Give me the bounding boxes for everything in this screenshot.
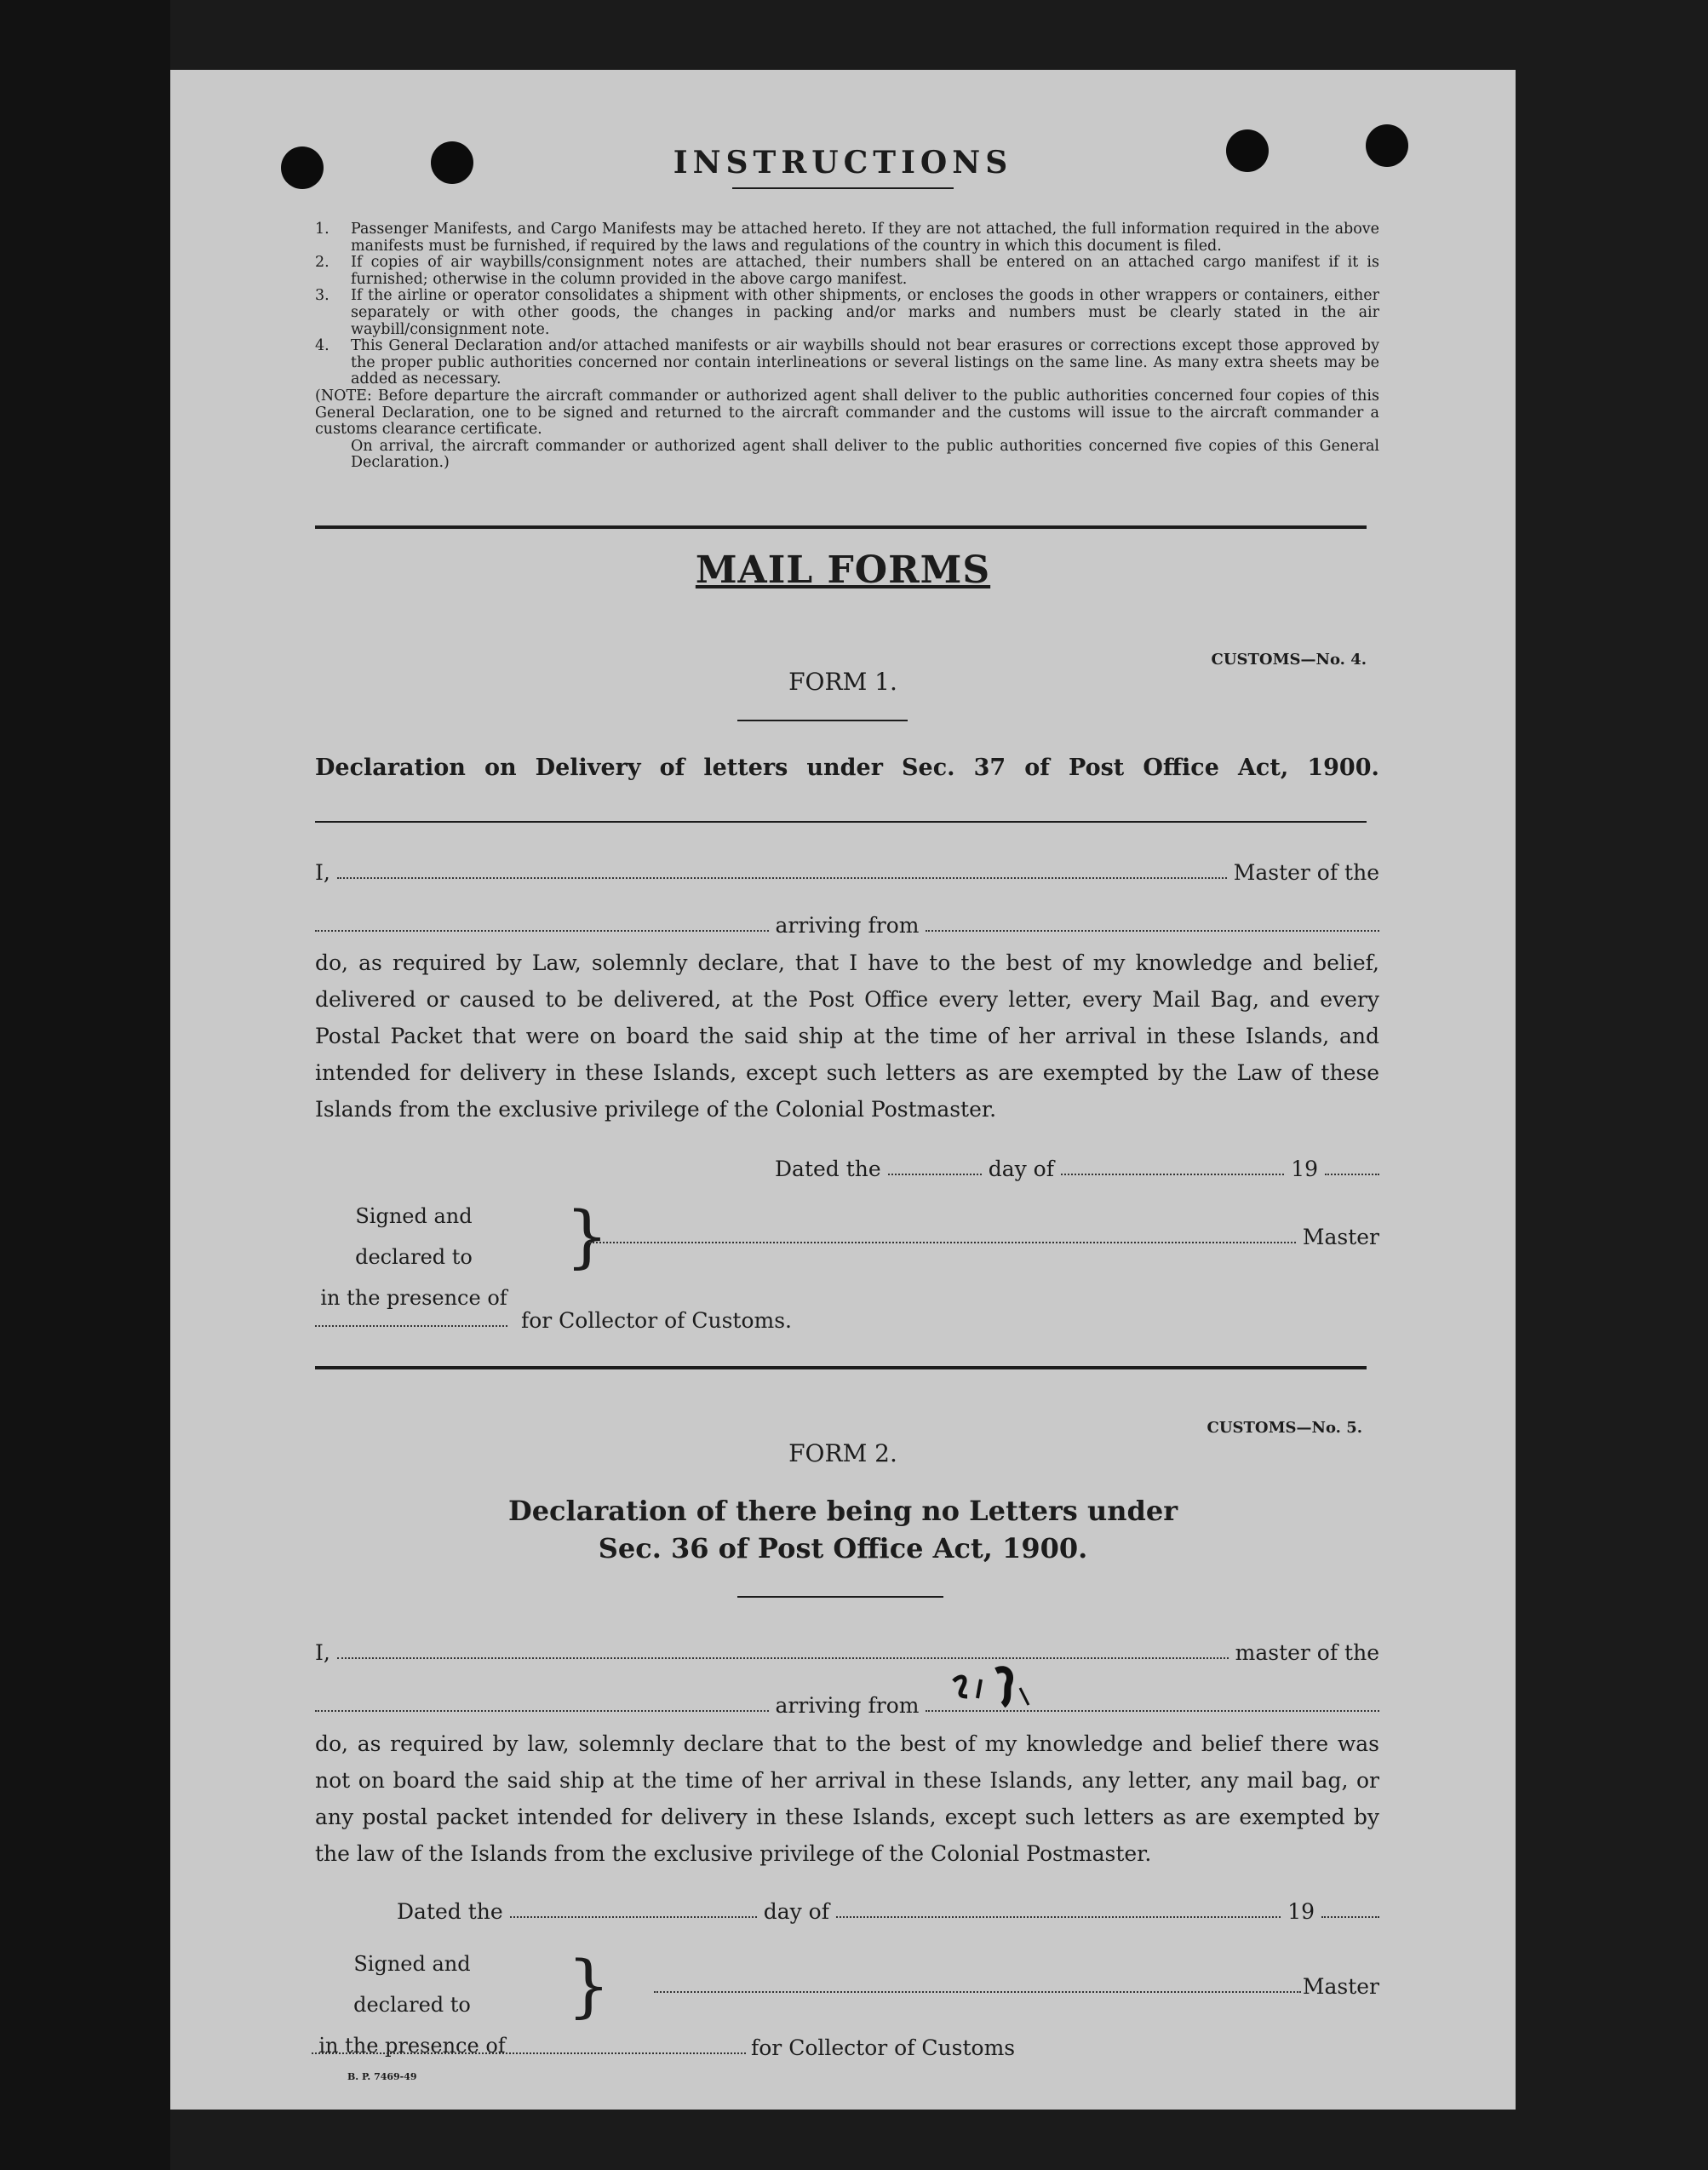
form2-signature-field[interactable] xyxy=(654,1990,1301,1993)
form2-month-field[interactable] xyxy=(836,1915,1281,1918)
instruction-item: 2. If copies of air waybills/consignment notes are attached, their numbers shall be entered on an attached cargo manifest if it is furnished; otherwise in the column provided in the above cargo manifest. xyxy=(315,254,1379,288)
form1-title-rule xyxy=(315,821,1367,823)
form1-collector-line: for Collector of Customs. xyxy=(315,1308,792,1333)
print-code: B. P. 7469-49 xyxy=(347,2071,417,2082)
form2-declaration-text: do, as required by law, solemnly declare that to the best of my knowledge and belief there was not on board the said ship at the time of her arrival in these Islands, any letter, any mail bag, or any postal packet intended for delivery in these Islands, except such letters as are exempted by the law of the Islands from the exclusive privilege of the Colonial Postmaster. xyxy=(315,1731,1379,1866)
form1-year-field[interactable] xyxy=(1325,1173,1379,1175)
form2-heading: FORM 2. xyxy=(788,1439,897,1467)
form2-year-field[interactable] xyxy=(1321,1915,1379,1918)
form2-collector-line: for Collector of Customs xyxy=(312,2035,1163,2060)
document-page xyxy=(170,70,1516,2110)
form1-signed-label: Signed and declared to in the presence of xyxy=(320,1204,507,1310)
instruction-note-arrival: On arrival, the aircraft commander or authorized agent shall deliver to the public authorities concerned five copies of this General Declaration.) xyxy=(351,437,1379,472)
instruction-item: 3. If the airline or operator consolidates a shipment with other shipments, or encloses the goods in other wrappers or containers, either separately or with other goods, the changes in packing and/or marks and numbers must be clearly stated in the air waybill/consignment note. xyxy=(315,287,1379,338)
form1-collector-field[interactable] xyxy=(315,1324,507,1327)
form-divider xyxy=(315,1366,1367,1369)
form2-collector-field[interactable] xyxy=(312,2052,746,2054)
instructions-list xyxy=(315,221,1379,472)
handwritten-mark xyxy=(947,1662,1049,1712)
form1-month-field[interactable] xyxy=(1061,1173,1284,1175)
form1-ship-line: arriving from xyxy=(315,913,1379,938)
form1-brace: } xyxy=(565,1197,609,1276)
form1-heading-rule xyxy=(737,720,908,721)
form2-day-field[interactable] xyxy=(510,1915,757,1918)
instructions-title: INSTRUCTIONS xyxy=(673,145,1013,181)
form1-signature-field[interactable] xyxy=(589,1241,1296,1243)
scan-background xyxy=(0,0,170,2170)
form2-ship-line: arriving from xyxy=(315,1693,1379,1718)
form1-declaration-title: Declaration on Delivery of letters under Sec. 37 of Post Office Act, 1900. xyxy=(315,755,1379,781)
title-underline xyxy=(732,187,954,189)
form1-ship-field[interactable] xyxy=(315,929,769,932)
form2-heading-rule xyxy=(737,1596,943,1598)
mail-forms-title: MAIL FORMS xyxy=(695,548,991,592)
form2-brace: } xyxy=(567,1946,610,2025)
form2-name-field[interactable] xyxy=(337,1656,1229,1659)
form2-date-line: Dated the day of 19 xyxy=(397,1899,1379,1924)
form2-master-signature-line: Master xyxy=(654,1974,1379,1999)
form1-master-line: I, Master of the xyxy=(315,860,1379,885)
section-divider xyxy=(315,525,1367,529)
form1-origin-field[interactable] xyxy=(926,929,1379,932)
instruction-item: 1. Passenger Manifests, and Cargo Manifests may be attached hereto. If they are not attached, the full information required in the above manifests must be furnished, if required by the laws and regulations of the country in which this document is filed. xyxy=(315,221,1379,255)
form1-declaration-text: do, as required by Law, solemnly declare, that I have to the best of my knowledge and belief, delivered or caused to be delivered, at the Post Office every letter, every Mail Bag, and every Postal Packet that were on board the said ship at the time of her arrival in these Islands, and intended for delivery in these Islands, except such letters as are exempted by the Law of these Islands from the exclusive privilege of the Colonial Postmaster. xyxy=(315,950,1379,1122)
instruction-note: (NOTE: Before departure the aircraft commander or authorized agent shall deliver to the public authorities concerned four copies of this General Declaration, one to be signed and returned to the aircraft commander and the customs will issue to the aircraft commander a customs clearance certificate. xyxy=(315,387,1379,439)
form2-master-line: I, master of the xyxy=(315,1640,1379,1665)
form2-signed-label: Signed and declared to in the presence of xyxy=(318,1952,506,2058)
form2-ship-field[interactable] xyxy=(315,1709,769,1712)
form1-day-field[interactable] xyxy=(888,1173,982,1175)
form1-heading: FORM 1. xyxy=(788,668,897,696)
form1-customs-number: CUSTOMS—No. 4. xyxy=(1211,651,1367,669)
form1-name-field[interactable] xyxy=(337,876,1227,879)
instruction-item: 4. This General Declaration and/or attached manifests or air waybills should not bear erasures or corrections except those approved by the proper public authorities concerned nor contain interlineations or several listings on the same line. As many extra sheets may be added as necessary. xyxy=(315,337,1379,388)
form2-declaration-title: Declaration of there being no Letters under Sec. 36 of Post Office Act, 1900. xyxy=(507,1495,1178,1564)
form2-customs-number: CUSTOMS—No. 5. xyxy=(1206,1419,1362,1437)
form1-master-signature-line: Master xyxy=(589,1225,1379,1249)
form1-date-line: Dated the day of 19 xyxy=(775,1157,1379,1181)
